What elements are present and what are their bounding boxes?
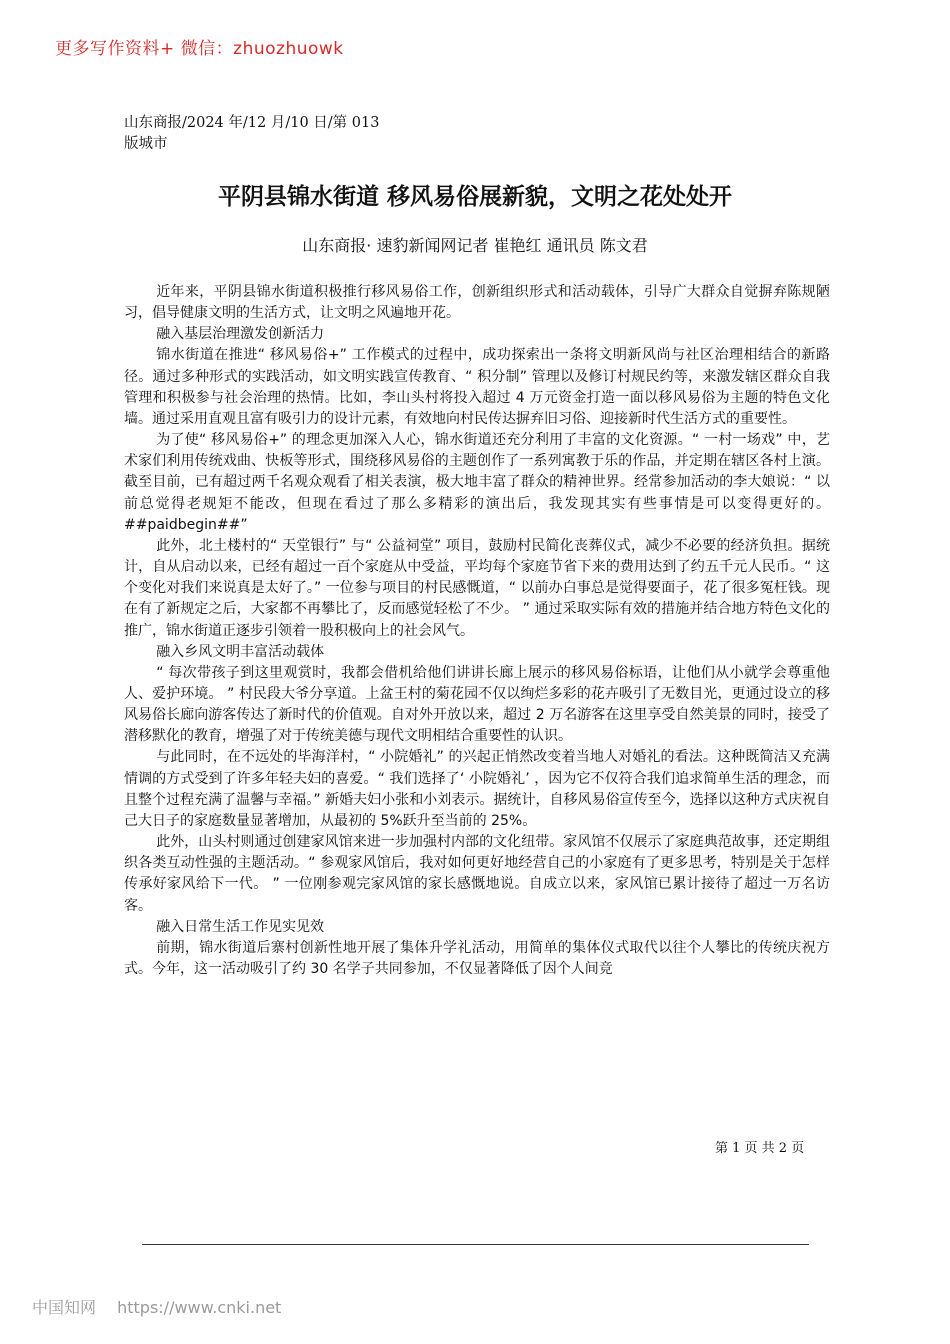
subheading: 融入日常生活工作见实见效 bbox=[156, 918, 325, 935]
paragraph: “ 每次带孩子到这里观赏时，我都会借机给他们讲讲长廊上展示的移风易俗标语，让他们从小就学会尊重他人、爱护环境。 ” 村民段大爷分享道。上盆王村的菊花园不仅以绚烂多彩的花卉吸引了无数目光，更通过设立的移风易俗长廊向游客传达了新时代的价值观。自对外开放以来，超过 2 万名游客在这里享受自然美景的同时，接受了潜移默化的教育，增强了对于传统美德与现代文明相结合重要性的认识。 bbox=[124, 664, 830, 745]
footer-watermark bbox=[32, 1295, 297, 1318]
footer-divider bbox=[142, 1244, 809, 1245]
source-line: 山东商报/2024 年/12 月/10 日/第 013 bbox=[124, 115, 380, 131]
paragraph: 为了使“ 移风易俗+” 的理念更加深入人心，锦水街道还充分利用了丰富的文化资源。“ 一村一场戏” 中，艺术家们利用传统戏曲、快板等形式，围绕移风易俗的主题创作了一系列寓教于乐的作品，并定期在辖区各村上演。截至目前，已有超过两千名观众观看了相关表演，极大地丰富了群众的精神世界。经常参加活动的李大娘说：“ 以前总觉得老规矩不能改，但现在看过了那么多精彩的演出后，我发现其实有些事情是可以变得更好的。##paidbegin##” bbox=[124, 432, 830, 533]
paragraph: 此外，北土楼村的“ 天堂银行” 与“ 公益祠堂” 项目，鼓励村民简化丧葬仪式，减少不必要的经济负担。据统计，自从启动以来，已经有超过一百个家庭从中受益，平均每个家庭节省下来的费用达到了约五千元人民币。“ 这个变化对我们来说真是太好了。” 一位参与项目的村民感慨道，“ 以前办白事总是觉得要面子，花了很多冤枉钱。现在有了新规定之后，大家都不再攀比了，反而感觉轻松了不少。 ” 通过采取实际有效的措施并结合地方特色文化的推广，锦水街道正逐步引领着一股积极向上的社会风气。 bbox=[124, 537, 830, 639]
paragraph: 与此同时，在不远处的毕海洋村，“ 小院婚礼” 的兴起正悄然改变着当地人对婚礼的看法。这种既简洁又充满情调的方式受到了许多年轻夫妇的喜爱。“ 我们选择了‘ 小院婚礼’ ，因为它不仅符合我们追求简单生活的理念，而且整个过程充满了温馨与幸福。” 新婚夫妇小张和小刘表示。据统计，自移风易俗宣传至今，选择以这种方式庆祝自己大日子的家庭数量显著增加，从最初的 5%跃升至当前的 25%。 bbox=[124, 749, 830, 829]
paragraph: 此外，山头村则通过创建家风馆来进一步加强村内部的文化纽带。家风馆不仅展示了家庭典范故事，还定期组织各类互动性强的主题活动。“ 参观家风馆后，我对如何更好地经营自己的小家庭有了更多思考，特别是关于怎样传承好家风给下一代。 ” 一位刚参观完家风馆的家长感慨地说。自成立以来，家风馆已累计接待了超过一万名访客。 bbox=[124, 834, 830, 914]
article-meta bbox=[124, 113, 379, 155]
promo-banner: 更多写作资料+ 微信：zhuozhuowk bbox=[55, 39, 344, 59]
subheading: 融入基层治理激发创新活力 bbox=[156, 326, 325, 343]
article-title: 平阴县锦水街道 移风易俗展新貌，文明之花处处开 bbox=[217, 184, 732, 210]
section-line: 版城市 bbox=[124, 136, 168, 152]
subheading: 融入乡风文明丰富活动载体 bbox=[156, 643, 325, 660]
paragraph: 前期，锦水街道后寨村创新性地开展了集体升学礼活动，用简单的集体仪式取代以往个人攀比的传统庆祝方式。今年，这一活动吸引了约 30 名学子共同参加，不仅显著降低了因个人间竞 bbox=[124, 939, 830, 977]
site-name: 中国知网 bbox=[32, 1298, 97, 1317]
article-body bbox=[124, 282, 830, 980]
paragraph: 近年来，平阴县锦水街道积极推行移风易俗工作，创新组织形式和活动载体，引导广大群众自觉摒弃陈规陋习，倡导健康文明的生活方式，让文明之风遍地开花。 bbox=[124, 284, 830, 322]
paragraph: 锦水街道在推进“ 移风易俗+” 工作模式的过程中，成功探索出一条将文明新风尚与社区治理相结合的新路径。通过多种形式的实践活动，如文明实践宣传教育、“ 积分制” 管理以及修订村规民约等，来激发辖区群众自我管理和积极参与社会治理的热情。比如，李山头村将投入超过 4 万元资金打造一面以移风易俗为主题的特色文化墙。通过采用直观且富有吸引力的设计元素，有效地向村民传达摒弃旧习俗、迎接新时代生活方式的重要性。 bbox=[124, 347, 830, 427]
byline: 山东商报· 速豹新闻网记者 崔艳红 通讯员 陈文君 bbox=[302, 236, 648, 255]
site-url[interactable]: https://www.cnki.net bbox=[117, 1298, 282, 1317]
page-number: 第 1 页 共 2 页 bbox=[715, 1141, 805, 1156]
